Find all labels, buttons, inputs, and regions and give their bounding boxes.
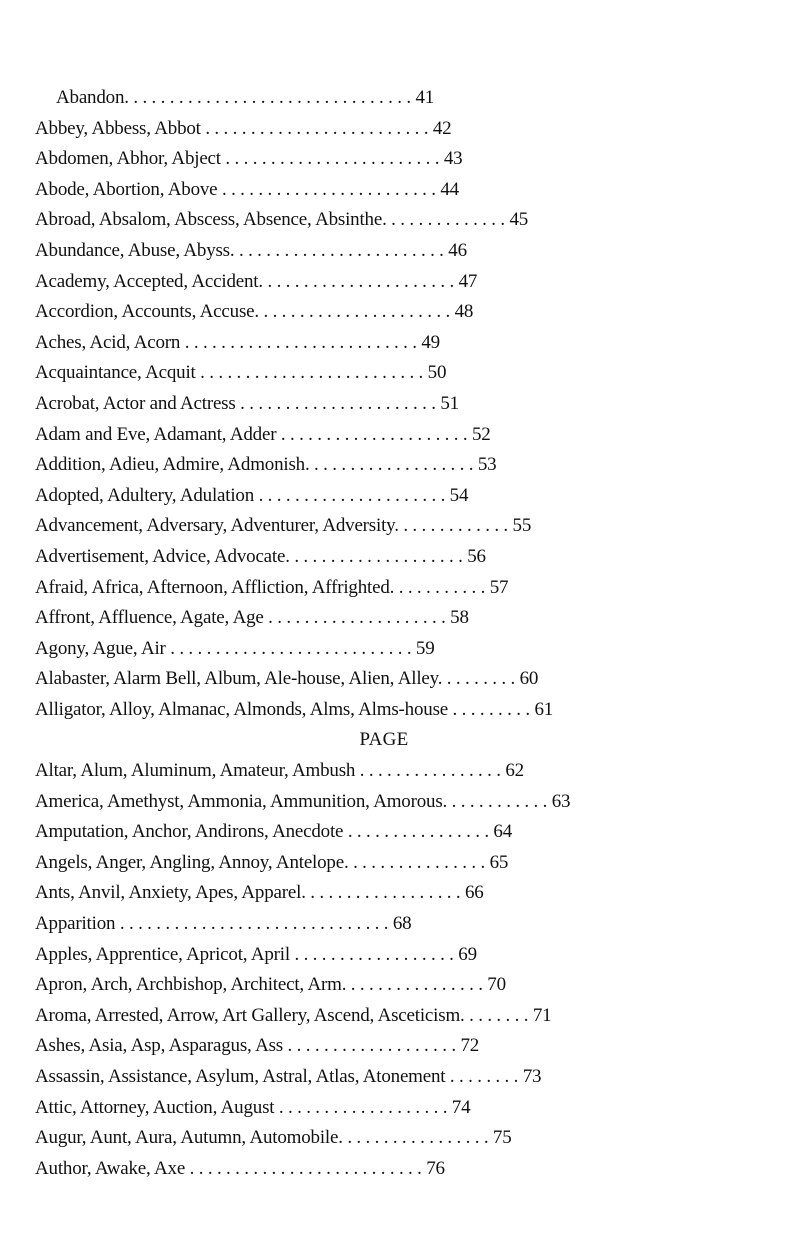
toc-entry: Abbey, Abbess, Abbot . . . . . . . . . . . . . . . . . . . . . . . . . 42: [35, 117, 452, 139]
toc-entry: Altar, Alum, Aluminum, Amateur, Ambush . . . . . . . . . . . . . . . . 62: [35, 760, 524, 782]
page-column-heading: PAGE: [359, 729, 409, 751]
toc-entry: Academy, Accepted, Accident. . . . . . . . . . . . . . . . . . . . . . 47: [35, 270, 478, 292]
toc-entry: Advertisement, Advice, Advocate. . . . . . . . . . . . . . . . . . . . 56: [35, 545, 486, 567]
toc-entry: Abandon. . . . . . . . . . . . . . . . . . . . . . . . . . . . . . . . 41: [56, 87, 435, 108]
toc-entry: Assassin, Assistance, Asylum, Astral, Atlas, Atonement . . . . . . . . 73: [35, 1066, 542, 1087]
toc-entry: Advancement, Adversary, Adventurer, Adversity. . . . . . . . . . . . . 55: [35, 515, 532, 537]
toc-entry: Apparition . . . . . . . . . . . . . . . . . . . . . . . . . . . . . . 68: [35, 913, 412, 935]
toc-entry: Adam and Eve, Adamant, Adder . . . . . . . . . . . . . . . . . . . . . 52: [35, 423, 491, 445]
toc-entry: Abode, Abortion, Above . . . . . . . . . . . . . . . . . . . . . . . . 44: [35, 178, 459, 200]
table-of-contents: [35, 83, 775, 1184]
toc-entry: Ashes, Asia, Asp, Asparagus, Ass . . . . . . . . . . . . . . . . . . . 72: [35, 1035, 480, 1057]
toc-entry: Accordion, Accounts, Accuse. . . . . . . . . . . . . . . . . . . . . . 48: [35, 301, 474, 323]
toc-entry: Abdomen, Abhor, Abject . . . . . . . . . . . . . . . . . . . . . . . . 43: [35, 148, 463, 170]
toc-entry: Alligator, Alloy, Almanac, Almonds, Alms, Alms-house . . . . . . . . . 61: [35, 698, 554, 720]
toc-entry: Apples, Apprentice, Apricot, April . . . . . . . . . . . . . . . . . . 69: [35, 943, 477, 965]
toc-entry: Aroma, Arrested, Arrow, Art Gallery, Ascend, Asceticism. . . . . . . . 71: [35, 1004, 552, 1026]
toc-entry: Alabaster, Alarm Bell, Album, Ale-house, Alien, Alley. . . . . . . . . 60: [35, 668, 539, 690]
toc-entry: Attic, Attorney, Auction, August . . . . . . . . . . . . . . . . . . . 74: [35, 1096, 471, 1118]
toc-entry: Augur, Aunt, Aura, Autumn, Automobile. . . . . . . . . . . . . . . . . 75: [35, 1127, 512, 1149]
toc-entry: Amputation, Anchor, Andirons, Anecdote . . . . . . . . . . . . . . . . 64: [35, 821, 513, 843]
toc-entry: Acquaintance, Acquit . . . . . . . . . . . . . . . . . . . . . . . . . 50: [35, 362, 447, 384]
toc-entry: America, Amethyst, Ammonia, Ammunition, Amorous. . . . . . . . . . . . 63: [35, 790, 571, 812]
toc-entry: Addition, Adieu, Admire, Admonish. . . . . . . . . . . . . . . . . . . 53: [35, 454, 497, 476]
toc-entry: Acrobat, Actor and Actress . . . . . . . . . . . . . . . . . . . . . . 51: [35, 392, 459, 414]
toc-entry: Adopted, Adultery, Adulation . . . . . . . . . . . . . . . . . . . . . 54: [35, 484, 469, 506]
toc-entry: Agony, Ague, Air . . . . . . . . . . . . . . . . . . . . . . . . . . . 59: [35, 637, 435, 659]
toc-entry: Apron, Arch, Archbishop, Architect, Arm. . . . . . . . . . . . . . . . 70: [35, 974, 506, 996]
toc-entry: Author, Awake, Axe . . . . . . . . . . . . . . . . . . . . . . . . . . 76: [35, 1157, 445, 1179]
toc-entry: Abundance, Abuse, Abyss. . . . . . . . . . . . . . . . . . . . . . . . 46: [35, 239, 467, 261]
toc-entry: Affront, Affluence, Agate, Age . . . . . . . . . . . . . . . . . . . . 58: [35, 607, 469, 629]
toc-entry: Afraid, Africa, Afternoon, Affliction, Affrighted. . . . . . . . . . . 57: [35, 576, 509, 598]
toc-entry: Aches, Acid, Acorn . . . . . . . . . . . . . . . . . . . . . . . . . . 49: [35, 331, 440, 353]
toc-entry: Angels, Anger, Angling, Annoy, Antelope. . . . . . . . . . . . . . . . 65: [35, 851, 509, 873]
toc-entry: Ants, Anvil, Anxiety, Apes, Apparel. . . . . . . . . . . . . . . . . . 66: [35, 882, 484, 904]
toc-entry: Abroad, Absalom, Abscess, Absence, Absinthe. . . . . . . . . . . . . . 45: [35, 209, 529, 231]
